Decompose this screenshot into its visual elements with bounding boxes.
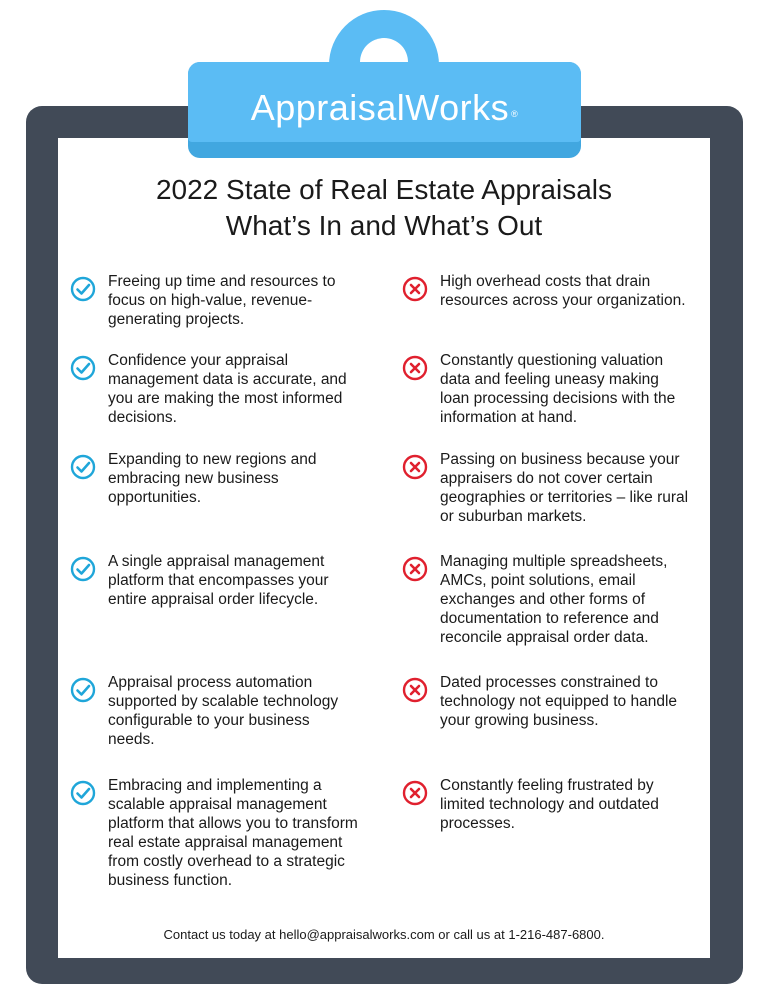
x-circle-icon <box>402 276 428 302</box>
out-item-text: Constantly questioning valuation data and feeling uneasy making loan processing decisions with the information at hand. <box>440 352 676 426</box>
brand-logo-text: AppraisalWorks <box>250 87 510 128</box>
out-item-text: High overhead costs that drain resources across your organization. <box>440 273 686 309</box>
in-item-text: Appraisal process automation supported by scalable technology configurable to your business needs. <box>108 674 339 748</box>
out-item-text: Passing on business because your appraisers do not cover certain geographies or territories – like rural or suburban markets. <box>440 451 689 525</box>
footer-contact: Contact us today at hello@appraisalworks.com or call us at 1-216-487-6800. <box>163 927 605 942</box>
registered-mark: ® <box>511 109 519 119</box>
x-circle-icon <box>402 556 428 582</box>
in-item-text: Embracing and implementing a scalable appraisal management platform that allows you to transform real estate appraisal management from costly overhead to a strategic business function. <box>108 777 358 889</box>
check-circle-icon <box>70 556 96 582</box>
x-circle-icon <box>402 677 428 703</box>
in-item-text: Confidence your appraisal management data is accurate, and you are making the most informed decisions. <box>108 352 347 426</box>
title-line-2: What’s In and What’s Out <box>225 210 543 241</box>
x-circle-icon <box>402 454 428 480</box>
x-circle-icon <box>402 780 428 806</box>
in-item-text: A single appraisal management platform that encompasses your entire appraisal order lifecycle. <box>108 553 329 608</box>
brand-logo <box>188 86 581 130</box>
check-circle-icon <box>70 276 96 302</box>
title-line-1: 2022 State of Real Estate Appraisals <box>155 174 613 205</box>
out-item-text: Constantly feeling frustrated by limited technology and outdated processes. <box>440 777 659 832</box>
page-title <box>58 172 710 244</box>
out-item-text: Managing multiple spreadsheets, AMCs, point solutions, email exchanges and other forms of documentation to reference and reconcile appraisal order data. <box>440 553 668 646</box>
check-circle-icon <box>70 454 96 480</box>
in-item-text: Freeing up time and resources to focus on high-value, revenue-generating projects. <box>108 273 336 328</box>
x-circle-icon <box>402 355 428 381</box>
check-circle-icon <box>70 780 96 806</box>
check-circle-icon <box>70 677 96 703</box>
check-circle-icon <box>70 355 96 381</box>
in-item-text: Expanding to new regions and embracing new business opportunities. <box>108 451 317 506</box>
out-item-text: Dated processes constrained to technology not equipped to handle your growing business. <box>440 674 678 729</box>
